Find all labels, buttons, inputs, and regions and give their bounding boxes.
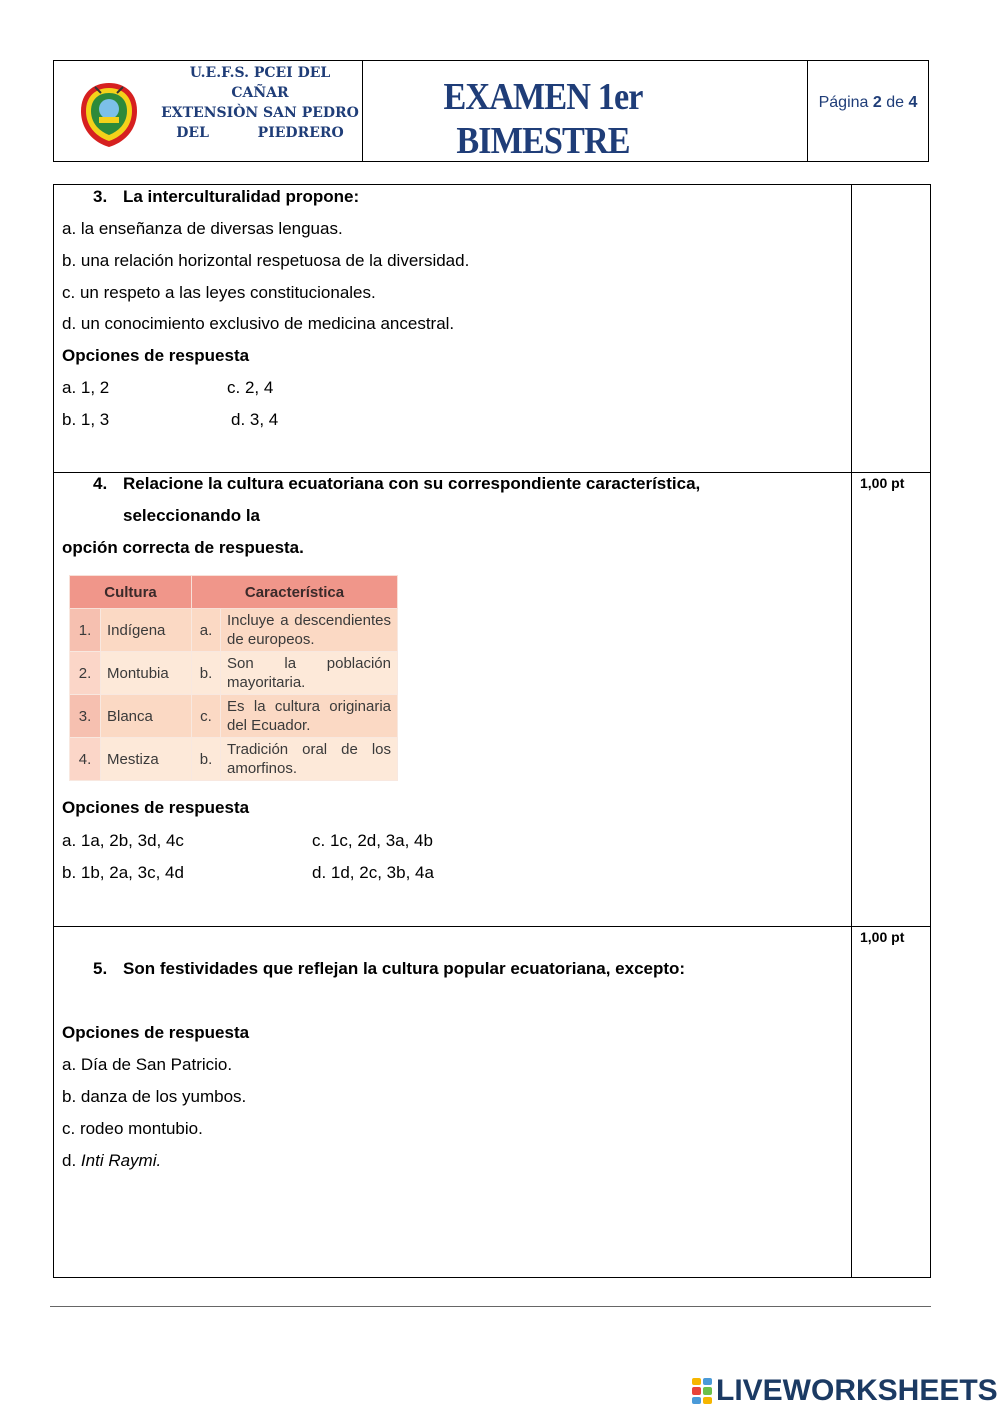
school-name-line1: U.E.F.S. PCEI DEL CAÑAR [189,65,331,101]
q5-points: 1,00 pt [860,929,905,945]
characteristic: Es la cultura originaria del Ecuador. [221,695,398,738]
q4-question-line3: opción correcta de respuesta. [62,538,304,557]
q5-question: Son festividades que reflejan la cultura popular ecuatoriana, excepto: [123,959,686,978]
q5-options-title: Opciones de respuesta [62,1023,250,1042]
row-number: 1. [70,609,101,652]
q3-option-a[interactable]: a. 1, 2 [62,378,110,397]
q4-option-d[interactable]: d. 1d, 2c, 3b, 4a [312,863,434,882]
row-letter: c. [192,695,221,738]
school-crest-icon [79,81,139,149]
q3-option-c[interactable]: c. 2, 4 [227,378,274,397]
q5-option-a[interactable]: a. Día de San Patricio. [62,1055,233,1074]
q5-option-b[interactable]: b. danza de los yumbos. [62,1087,247,1106]
page-total: 4 [908,94,918,111]
culture-name: Mestiza [101,738,192,781]
q4-question-line1: Relacione la cultura ecuatoriana con su correspondiente característica, [123,474,701,493]
q4-points: 1,00 pt [860,475,905,491]
q3-statement: c. un respeto a las leyes constitucionales. [62,283,376,302]
exam-header [53,60,929,162]
row-number: 2. [70,652,101,695]
characteristic: Incluye a descendientes de europeos. [221,609,398,652]
q3-statement: d. un conocimiento exclusivo de medicina ancestral. [62,314,455,333]
row-letter: a. [192,609,221,652]
liveworksheets-logo-icon [692,1378,712,1404]
culture-name: Blanca [101,695,192,738]
points-column-divider [851,185,852,1277]
q4-option-a[interactable]: a. 1a, 2b, 3d, 4c [62,831,184,850]
culture-name: Indígena [101,609,192,652]
q4-question-line2: seleccionando la [123,506,260,525]
q4-option-b[interactable]: b. 1b, 2a, 3c, 4d [62,863,184,882]
school-name [160,63,360,143]
row-number: 3. [70,695,101,738]
q3-option-d[interactable]: d. 3, 4 [231,410,279,429]
question-5 [54,185,851,1279]
page-cell [808,61,928,161]
title-cell [363,61,808,161]
q5-option-d[interactable] [62,1151,161,1171]
brand-name: LIVEWORKSHEETS [716,1374,998,1407]
q3-statement: b. una relación horizontal respetuosa de la diversidad. [62,251,470,270]
q3-options-title: Opciones de respuesta [62,346,250,365]
row-number: 4. [70,738,101,781]
culture-name: Montubia [101,652,192,695]
page-of: de [886,94,905,111]
row-letter: b. [192,652,221,695]
characteristic-header: Característica [192,576,398,609]
q5-number: 5. [93,959,108,978]
q4-number: 4. [93,474,108,493]
page-indicator [808,94,928,112]
school-name-line3: DEL PIEDRERO [176,125,344,141]
q5-option-c[interactable]: c. rodeo montubio. [62,1119,203,1138]
exam-title: EXAMEN 1er BIMESTRE [443,76,643,162]
school-cell [54,61,363,161]
q4-option-c[interactable]: c. 1c, 2d, 3a, 4b [312,831,433,850]
q4-options-title: Opciones de respuesta [62,798,250,817]
page-current: 2 [872,94,882,111]
characteristic: Son la población mayoritaria. [221,652,398,695]
q5-option-d-text: Inti Raymi. [80,1151,162,1170]
q3-option-b[interactable]: b. 1, 3 [62,410,110,429]
q3-number: 3. [93,187,108,206]
liveworksheets-brand [692,1374,998,1408]
q3-question: La interculturalidad propone: [123,187,360,206]
page-label: Página [818,94,869,111]
characteristic: Tradición oral de los amorfinos. [221,738,398,781]
q3-statement: a. la enseñanza de diversas lenguas. [62,219,343,238]
school-name-line2: EXTENSIÒN SAN PEDRO [161,105,359,121]
row-letter: b. [192,738,221,781]
q5-option-d-prefix: d. [62,1151,77,1170]
culture-header: Cultura [70,576,192,609]
footer-divider [50,1306,931,1307]
questions-table [53,184,931,1278]
